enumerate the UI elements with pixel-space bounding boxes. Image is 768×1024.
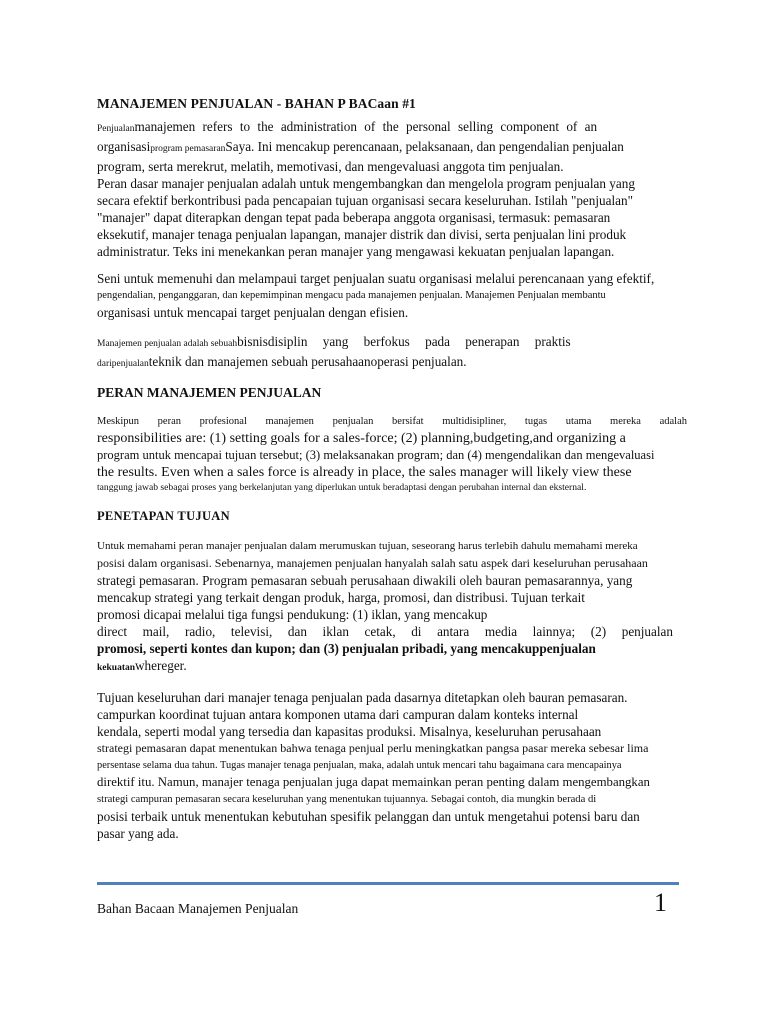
text-line: kendala, seperti modal yang tersedia dan kapasitas produksi. Misalnya, keseluruhan perusahaan [97, 724, 602, 739]
text-line: Meskipun peran profesional manajemen penjualan bersifat multidisipliner, tugas utama mereka adalah [97, 416, 687, 427]
text-span: whereger. [135, 658, 187, 673]
text-line: organisasi untuk mencapai target penjualan dengan efisien. [97, 305, 409, 320]
text-line [97, 333, 687, 353]
text-line: pasar yang ada. [97, 826, 179, 841]
footer-title: Bahan Bacaan Manajemen Penjualan [97, 901, 299, 916]
text-line: persentase selama dua tahun. Tugas manajer tenaga penjualan, maka, adalah untuk mencari tahu bagaimana cara mencapainya [97, 760, 622, 771]
text-line: responsibilities are: (1) setting goals for a sales-force; (2) planning,budgeting,and organizing a [97, 431, 626, 446]
text-line: posisi terbaik untuk menentukan kebutuhan spesifik pelanggan dan untuk mengetahui potensi baru dan [97, 809, 640, 824]
text-line: pengendalian, penganggaran, dan kepemimpinan mengacu pada manajemen penjualan. Manajemen Penjualan membantu [97, 290, 606, 301]
text-line [97, 657, 687, 677]
text-line: secara efektif berkontribusi pada pencapaian tujuan organisasi secara keseluruhan. Istilah "penjualan" [97, 193, 633, 208]
text-line: "manajer" dapat diterapkan dengan tepat pada beberapa anggota organisasi, termasuk: pemasaran [97, 210, 611, 225]
text-span: organisasi [97, 139, 151, 154]
text-line: direktif itu. Namun, manajer tenaga penjualan juga dapat memainkan peran penting dalam mengembangkan [97, 775, 650, 789]
text-line: strategi pemasaran dapat menentukan bahwa tenaga penjual perlu meningkatkan pangsa pasar mereka sebesar lima [97, 741, 649, 755]
section-heading-goals: PENETAPAN TUJUAN [97, 509, 230, 523]
paragraph-sales-art [97, 270, 687, 321]
footer-rule [97, 882, 679, 885]
text-line: Peran dasar manajer penjualan adalah untuk mengembangkan dan mengelola program penjualan yang [97, 176, 635, 191]
text-line: program, serta merekrut, melatih, memotivasi, dan mengevaluasi anggota tim penjualan. [97, 159, 564, 174]
page-number: 1 [654, 888, 667, 917]
text-line: campurkan koordinat tujuan antara komponen utama dari campuran dalam konteks internal [97, 707, 579, 722]
text-line: Untuk memahami peran manajer penjualan dalam merumuskan tujuan, seseorang harus terlebih dahulu memahami mereka [97, 540, 638, 552]
paragraph-definition [97, 333, 687, 373]
paragraph-goals-2 [97, 689, 687, 842]
text-line [97, 353, 687, 373]
section-heading-role: PERAN MANAJEMEN PENJUALAN [97, 385, 322, 400]
small-word: penjualan [111, 359, 149, 369]
text-span: Saya. Ini mencakup perencanaan, pelaksanaan, dan pengendalian penjualan [225, 139, 624, 154]
text-line: promosi, seperti kontes dan kupon; dan (3) penjualan pribadi, yang mencakuppenjualan [97, 641, 596, 656]
text-line: posisi dalam organisasi. Sebenarnya, manajemen penjualan hanyalah salah satu aspek dari keseluruhan perusahaan [97, 556, 648, 570]
document-title: MANAJEMEN PENJUALAN - BAHAN P BACaan #1 [97, 96, 416, 111]
text-line: eksekutif, manajer tenaga penjualan lapangan, manajer distrik dan divisi, serta penjualan lini produk [97, 227, 627, 242]
text-span: bisnisdisiplin yang berfokus pada penerapan praktis [237, 334, 571, 349]
text-line: the results. Even when a sales force is already in place, the sales manager will likely view these [97, 465, 632, 480]
text-line: strategi campuran pemasaran secara keseluruhan yang menentukan tujuannya. Sebagai contoh, dia mungkin berada di [97, 794, 597, 805]
page-body [97, 96, 687, 842]
paragraph-roles [97, 413, 687, 495]
small-word: kekuatan [97, 663, 136, 673]
small-word: dari [97, 359, 112, 369]
text-line: promosi dicapai melalui tiga fungsi pendukung: (1) iklan, yang mencakup [97, 607, 488, 622]
text-line: administratur. Teks ini menekankan peran manajer yang mengawasi kekuatan penjualan lapangan. [97, 244, 615, 259]
small-word: program pemasaran [150, 144, 226, 154]
text-line: program untuk mencapai tujuan tersebut; (3) melaksanakan program; dan (4) mengendalikan dan mengevaluasi [97, 448, 655, 462]
intro-paragraph [97, 118, 687, 260]
text-line: tanggung jawab sebagai proses yang berkelanjutan yang diperlukan untuk beradaptasi dengan perubahan internal dan eksternal. [97, 482, 587, 493]
text-line [97, 118, 687, 138]
text-line: mencakup strategi yang terkait dengan produk, harga, promosi, dan distribusi. Tujuan terkait [97, 590, 585, 605]
text-line: Tujuan keseluruhan dari manajer tenaga penjualan pada dasarnya ditetapkan oleh bauran pemasaran. [97, 690, 628, 705]
text-line: direct mail, radio, televisi, dan iklan cetak, di antara media lainnya; (2) penjualan [97, 624, 673, 639]
small-word: Penjualan [97, 124, 135, 134]
small-word: Manajemen penjualan adalah sebuah [97, 339, 238, 349]
text-line: strategi pemasaran. Program pemasaran sebuah perusahaan diwakili oleh bauran pemasarannya, yang [97, 573, 633, 588]
text-line: Seni untuk memenuhi dan melampaui target penjualan suatu organisasi melalui perencanaan yang efektif, [97, 271, 655, 286]
text-span: teknik dan manajemen sebuah perusahaanoperasi penjualan. [148, 354, 467, 369]
text-span: manajemen refers to the administration of the personal selling component of an [134, 119, 598, 134]
paragraph-goals-1 [97, 538, 687, 677]
text-line [97, 138, 687, 158]
